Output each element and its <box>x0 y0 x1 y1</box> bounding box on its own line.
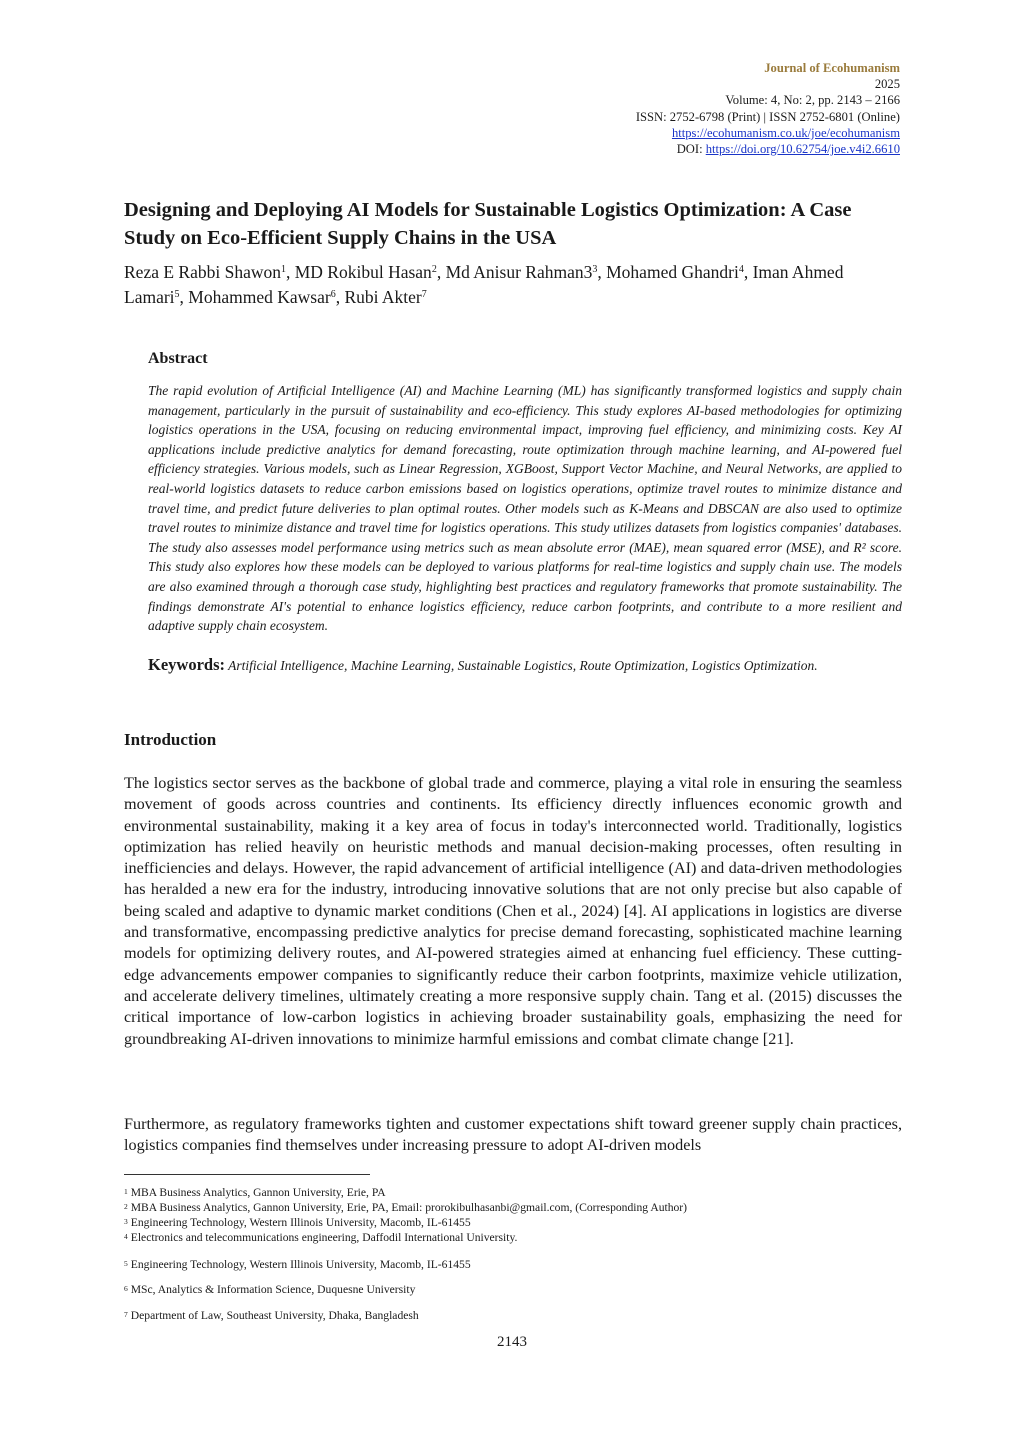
footnote-5 <box>124 1257 471 1272</box>
author-name: Iman Ahmed Lamari <box>124 262 844 307</box>
footnote-4 <box>124 1230 517 1245</box>
journal-issn: ISSN: 2752-6798 (Print) | ISSN 2752-6801 (Online) <box>635 109 900 124</box>
keywords-line <box>148 654 902 677</box>
footnote-text: MBA Business Analytics, Gannon University, Erie, PA, Email: prorokibulhasanbi@gmail.com, (Corresponding Author) <box>130 1201 688 1214</box>
author-name: Reza E Rabbi Shawon <box>124 262 281 282</box>
footnote-text: Engineering Technology, Western Illinois University, Macomb, IL-61455 <box>130 1216 471 1229</box>
journal-doi <box>636 141 900 157</box>
author-affiliation-mark: 2 <box>431 264 437 275</box>
author-name: Mohammed Kawsar <box>188 287 331 307</box>
abstract-heading: Abstract <box>148 350 208 367</box>
footnote-text: Engineering Technology, Western Illinois University, Macomb, IL-61455 <box>130 1258 471 1271</box>
author-separator: , <box>285 262 295 282</box>
author-list <box>124 260 904 310</box>
footnote-number: 6 <box>124 1284 128 1293</box>
author-separator: , <box>743 262 753 282</box>
footnote-1 <box>124 1185 386 1200</box>
abstract-text: The rapid evolution of Artificial Intelligence (AI) and Machine Learning (ML) has significantly transformed logistics and supply chain management, particularly in the pursuit of sustainability and eco-efficiency. This study explores AI-based methodologies for optimizing logistics operations in the USA, focusing on reducing environmental impact, improving fuel efficiency, and minimizing costs. Key AI applications include predictive analytics for demand forecasting, route optimization through machine learning, and AI-powered fuel efficiency strategies. Various models, such as Linear Regression, XGBoost, Support Vector Machine, and Neural Networks, are applied to real-world logistics datasets to reduce carbon emissions based on logistics operations, optimize travel routes to minimize distance and travel time, and predict future deliveries to plan optimal routes. Other models such as K-Means and DBSCAN are also used to optimize travel routes to minimize distance and travel time for logistics operations. This study utilizes datasets from logistics companies' databases. The study also assesses model performance using metrics such as mean absolute error (MAE), mean squared error (MSE), and R² score. This study also explores how these models can be deployed to various platforms for real-time logistics and supply chain use. The models are also examined through a thorough case study, highlighting best practices and regulatory frameworks that promote sustainability. The findings demonstrate AI's potential to enhance logistics efficiency, reduce carbon footprints, and contribute to a more resilient and adaptive supply chain ecosystem. <box>148 383 902 634</box>
author-separator: , <box>436 262 446 282</box>
footnote-6 <box>124 1282 415 1297</box>
author-affiliation-mark: 5 <box>174 289 180 300</box>
journal-header <box>636 60 900 157</box>
doi-label: DOI: <box>676 142 706 157</box>
journal-name: Journal of Ecohumanism <box>764 61 900 75</box>
paper-title: Designing and Deploying AI Models for Sustainable Logistics Optimization: A Case Study on Eco-Efficient Supply Chains in the USA <box>124 199 852 249</box>
footnote-text: Department of Law, Southeast University, Dhaka, Bangladesh <box>130 1309 419 1322</box>
author-name: Md Anisur Rahman3 <box>445 262 593 282</box>
footnote-text: MBA Business Analytics, Gannon University, Erie, PA <box>130 1186 386 1199</box>
footnote-number: 1 <box>124 1187 128 1196</box>
page-number: 2143 <box>497 1334 527 1350</box>
footnote-7 <box>124 1308 419 1323</box>
author-affiliation-mark: 3 <box>592 264 598 275</box>
author-name: Mohamed Ghandri <box>606 262 739 282</box>
author-separator: , <box>335 287 345 307</box>
introduction-paragraph-1: The logistics sector serves as the backbone of global trade and commerce, playing a vital role in ensuring the seamless movement of goods across countries and continents. Its efficiency directly influences economic growth and environmental sustainability, making it a key area of focus in today's interconnected world. Traditionally, logistics optimization has relied heavily on heuristic methods and manual decision-making processes, often resulting in inefficiencies and delays. However, the rapid advancement of artificial intelligence (AI) and data-driven methodologies has heralded a new era for the industry, introducing innovative solutions that are not only precise but also capable of being scaled and adaptive to dynamic market conditions (Chen et al., 2024) [4]. AI applications in logistics are diverse and transformative, encompassing predictive analytics for precise demand forecasting, sophisticated machine learning models for optimizing delivery routes, and AI-powered strategies aimed at enhancing fuel efficiency. These cutting-edge advancements empower companies to significantly reduce their carbon footprints, maximize vehicle utilization, and accelerate delivery timelines, ultimately creating a more responsive supply chain. Tang et al. (2015) discusses the critical importance of low-carbon logistics in achieving broader sustainability goals, emphasizing the need for groundbreaking AI-driven innovations to minimize harmful emissions and combat climate change [21]. <box>124 774 902 1048</box>
introduction-heading: Introduction <box>124 730 217 749</box>
footnote-divider <box>124 1174 370 1175</box>
footnote-text: Electronics and telecommunications engineering, Daffodil International University. <box>130 1231 518 1244</box>
keywords-label: Keywords: <box>148 655 225 674</box>
introduction-paragraph-2: Furthermore, as regulatory frameworks tighten and customer expectations shift toward greener supply chain practices, logistics companies find themselves under increasing pressure to adopt AI-driven models <box>124 1115 902 1155</box>
footnote-2 <box>124 1200 687 1215</box>
author-separator: , <box>597 262 607 282</box>
keywords-text: Artificial Intelligence, Machine Learning, Sustainable Logistics, Route Optimization, Logistics Optimization. <box>228 658 818 673</box>
footnote-number: 4 <box>124 1232 128 1241</box>
author-affiliation-mark: 6 <box>330 289 336 300</box>
author-separator: , <box>179 287 189 307</box>
author-name: MD Rokibul Hasan <box>294 262 432 282</box>
author-name: Rubi Akter <box>344 287 422 307</box>
footnote-text: MSc, Analytics & Information Science, Duquesne University <box>130 1283 416 1296</box>
footnote-number: 3 <box>124 1217 128 1226</box>
footnote-3 <box>124 1215 471 1230</box>
journal-year: 2025 <box>874 77 900 92</box>
footnote-number: 5 <box>124 1259 128 1268</box>
footnote-number: 2 <box>124 1202 128 1211</box>
author-affiliation-mark: 7 <box>421 289 427 300</box>
author-affiliation-mark: 4 <box>738 264 744 275</box>
journal-url-link[interactable]: https://ecohumanism.co.uk/joe/ecohumanism <box>671 125 900 140</box>
footnote-number: 7 <box>124 1310 128 1319</box>
journal-volume: Volume: 4, No: 2, pp. 2143 – 2166 <box>725 93 900 108</box>
doi-link[interactable]: https://doi.org/10.62754/joe.v4i2.6610 <box>705 142 900 157</box>
author-affiliation-mark: 1 <box>280 264 286 275</box>
